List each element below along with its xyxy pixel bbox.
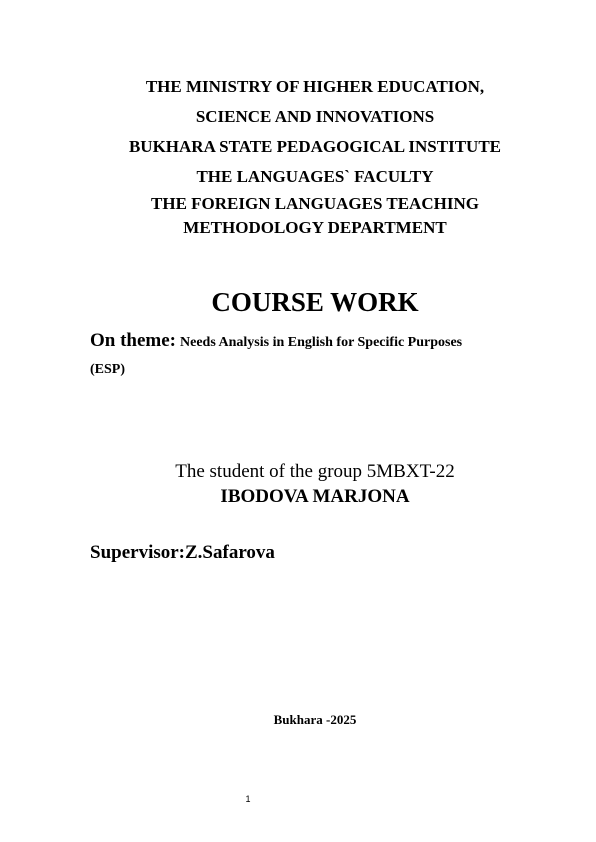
header-line-department-1: THE FOREIGN LANGUAGES TEACHING — [151, 194, 479, 213]
header-line-ministry: THE MINISTRY OF HIGHER EDUCATION, — [145, 77, 485, 96]
theme-line — [90, 328, 530, 355]
student-name: IBODOVA MARJONA — [220, 486, 410, 507]
theme-value-continued: (ESP) — [90, 362, 125, 377]
student-group-line: The student of the group 5MBXT-22 — [175, 461, 455, 482]
supervisor-line: Supervisor:Z.Safarova — [90, 542, 275, 563]
header-line-department-2: METHODOLOGY DEPARTMENT — [183, 218, 447, 237]
city-year: Bukhara -2025 — [273, 712, 357, 727]
header-line-institute: BUKHARA STATE PEDAGOGICAL INSTITUTE — [128, 137, 502, 156]
theme-value: Needs Analysis in English for Specific Purposes — [180, 335, 463, 350]
document-title: COURSE WORK — [211, 287, 419, 317]
institution-header — [0, 72, 596, 240]
header-line-faculty: THE LANGUAGES` FACULTY — [196, 167, 434, 186]
page-number: 1 — [245, 794, 251, 804]
header-line-science: SCIENCE AND INNOVATIONS — [195, 107, 435, 126]
theme-label: On theme: — [90, 330, 177, 351]
